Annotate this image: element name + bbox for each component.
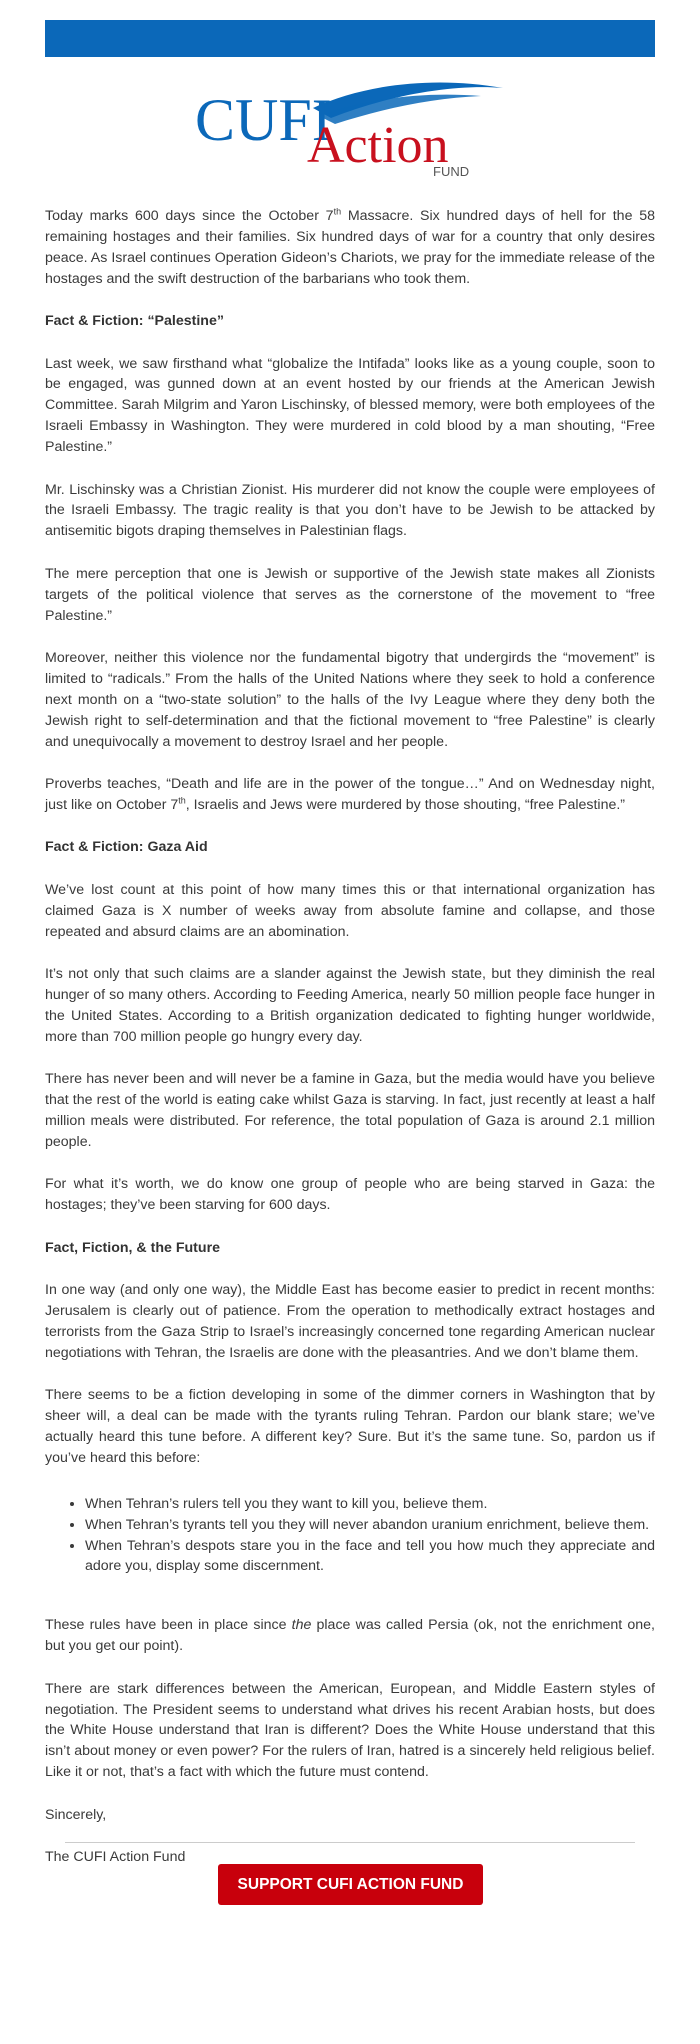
section-heading-gaza-aid: Fact & Fiction: Gaza Aid — [45, 839, 208, 856]
paragraph: Proverbs teaches, “Death and life are in the power of the tongue…” And on Wednesday night, just like on October 7th, Israelis and Jews were murdered by those shouting, “free Palestine.” — [45, 776, 655, 813]
section-heading-palestine: Fact & Fiction: “Palestine” — [45, 313, 224, 330]
paragraph: There seems to be a fiction developing in some of the dimmer corners in Washington that by sheer will, a deal can be made with the tyrants ruling Tehran. Pardon our blank stare; we’ve actually heard this tune before. A different key? Sure. But it’s the same tune. So, pardon us if you’ve heard this before: — [45, 1387, 655, 1466]
paragraph: These rules have been in place since the place was called Persia (ok, not the enrichment one, but you get our point). — [45, 1617, 656, 1655]
list-item: • When Tehran’s despots stare you in the face and tell you how much they appreciate and adore you, display some discernment. — [85, 1536, 655, 1578]
signoff-signature: The CUFI Action Fund — [45, 1849, 186, 1866]
paragraph: In one way (and only one way), the Middle East has become easier to predict in recent months: Jerusalem is clearly out of patience. From the operation to methodically extract hostages and terrorists from the Gaza Strip to Israel’s increasingly concerned tone regarding American nuclear negotiations with Tehran, the Israelis are done with the pleasantries. And we don’t blame them. — [45, 1281, 655, 1361]
paragraph: Moreover, neither this violence nor the fundamental bigotry that undergirds the “movement” is limited to “radicals.” From the halls of the United Nations where they seek to hold a conference next month on a “two-state solution” to the halls of the Ivy League where they deny both the Jewish right to self-determination and that the fictional movement to “free Palestine” is clearly and unequivocally a movement to destroy Israel and her people. — [45, 650, 655, 750]
support-cufi-action-fund-button[interactable]: SUPPORT CUFI ACTION FUND — [218, 1864, 483, 1905]
paragraph: We’ve lost count at this point of how many times this or that international organization has claimed Gaza is X number of weeks away from absolute famine and collapse, and those repeated and absurd claims are an abomination. — [45, 881, 655, 940]
header-bar — [45, 20, 655, 57]
paragraph: Last week, we saw firsthand what “globalize the Intifada” looks like as a young couple, soon to be engaged, was gunned down at an event hosted by our friends at the American Jewish Committee. Sarah Milgrim and Yaron Lischinsky, of blessed memory, were both employees of the Israeli Embassy in Washington. They were murdered in cold blood by a man shouting, “Free Palestine.” — [45, 355, 655, 456]
intro-paragraph: Today marks 600 days since the October 7th Massacre. Six hundred days of hell for the 58 remaining hostages and their families. Six hundred days of war for a country that only desires peace. As Israel continues Operation Gideon’s Chariots, we pray for the immediate release of the hostages and the swift destruction of the barbarians who took them. — [45, 206, 655, 287]
cufi-action-fund-logo — [195, 78, 505, 178]
section-heading-future: Fact, Fiction, & the Future — [45, 1239, 220, 1256]
logo-word-fund: FUND — [433, 164, 470, 178]
list-item: • When Tehran’s tyrants tell you they will never abandon uranium enrichment, believe them. — [85, 1515, 655, 1536]
paragraph: The mere perception that one is Jewish or supportive of the Jewish state makes all Zionists targets of the political violence that serves as the cornerstone of the movement to “free Palestine.” — [45, 565, 655, 624]
divider — [65, 1842, 635, 1843]
signoff-line: Sincerely, — [45, 1806, 107, 1823]
paragraph: Mr. Lischinsky was a Christian Zionist. His murderer did not know the couple were employees of the Israeli Embassy. The tragic reality is that you don’t have to be Jewish to be attacked by antisemitic bigots draping themselves in Palestinian flags. — [45, 481, 655, 540]
paragraph: There has never been and will never be a famine in Gaza, but the media would have you believe that the rest of the world is eating cake whilst Gaza is starving. In fact, just recently at least a half million meals were distributed. For reference, the total population of Gaza is around 2.1 million people. — [45, 1071, 655, 1150]
newsletter-body — [45, 206, 655, 1889]
logo-word-action: Action — [307, 117, 449, 174]
paragraph: It’s not only that such claims are a slander against the Jewish state, but they diminish the real hunger of so many others. According to Feeding America, nearly 50 million people face hunger in the United States. According to a British organization dedicated to fighting hunger worldwide, more than 700 million people go hungry every day. — [45, 965, 655, 1045]
paragraph: For what it’s worth, we do know one group of people who are being starved in Gaza: the hostages; they’ve been starving for 600 days. — [45, 1176, 655, 1214]
paragraph: There are stark differences between the American, European, and Middle Eastern styles of negotiation. The President seems to understand what drives his recent Arabian hosts, but does the White House understand that Iran is different? Does the White House understand that this isn’t about money or even power? For the rulers of Iran, hatred is a sincerely held religious belief. Like it or not, that’s a fact with which the future must contend. — [45, 1680, 655, 1781]
signoff — [45, 1805, 655, 1868]
logo-word-cufi: CUFI — [195, 87, 332, 153]
rules-list — [45, 1494, 655, 1578]
list-item: • When Tehran’s rulers tell you they want to kill you, believe them. — [85, 1494, 655, 1515]
